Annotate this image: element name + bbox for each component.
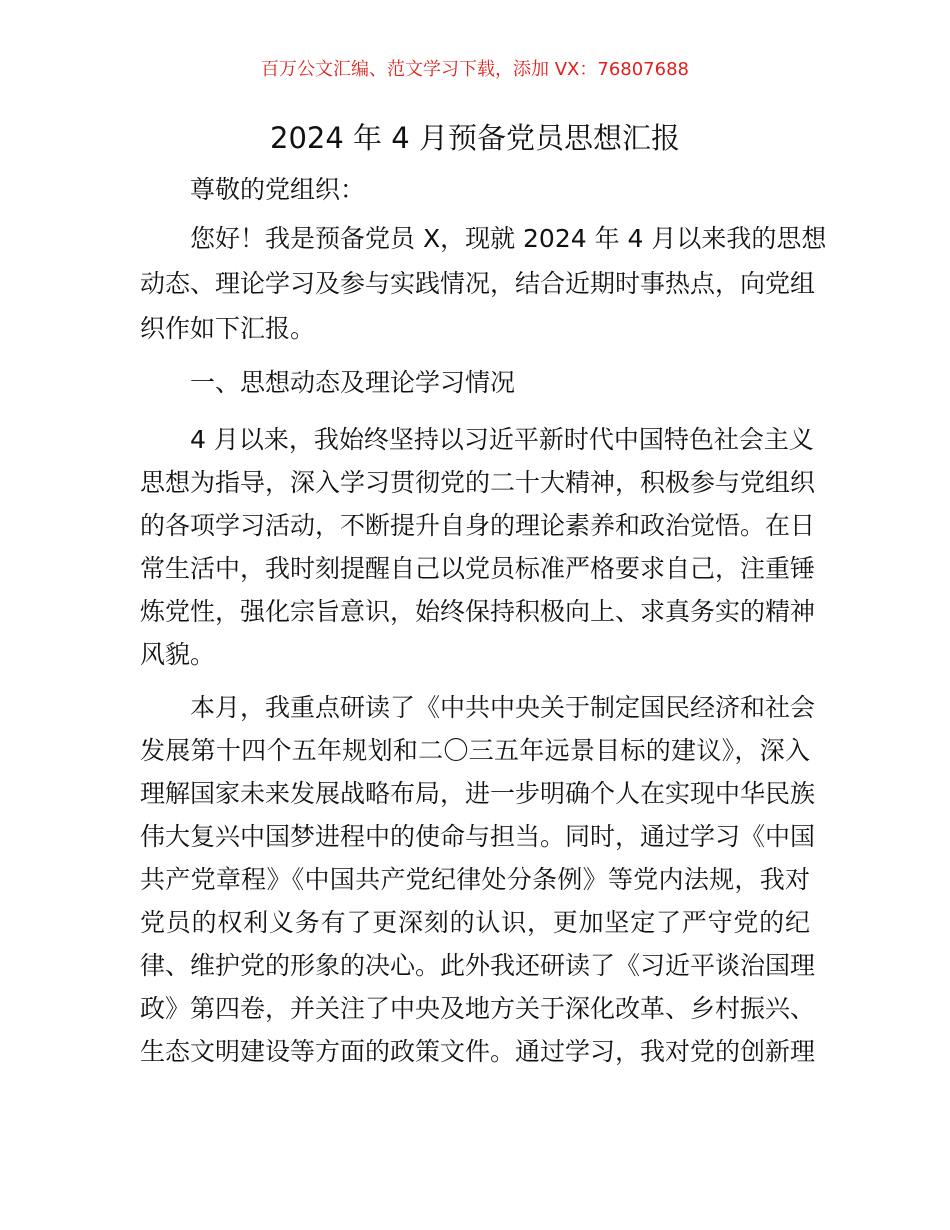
text-line: 伟大复兴中国梦进程中的使命与担当。同时，通过学习《中国 [140,822,816,851]
salutation-text: 尊敬的党组织： [190,175,366,204]
text-line: 党员的权利义务有了更深刻的认识，更加坚定了严守党的纪 [140,908,810,937]
text-line: 本月，我重点研读了《中共中央关于制定国民经济和社会 [190,693,816,722]
watermark-header: 百万公文汇编、范文学习下载，添加 VX：76807688 [261,59,689,80]
heading-text: 一、思想动态及理论学习情况 [190,368,516,397]
text-line: 4 月以来，我始终坚持以习近平新时代中国特色社会主义 [190,425,814,454]
text-line: 律、维护党的形象的决心。此外我还研读了《习近平谈治国理 [140,951,816,980]
text-line: 动态、理论学习及参与实践情况，结合近期时事热点，向党组 [140,269,816,298]
paragraph-study [140,686,816,1073]
paragraph-greeting [140,216,827,351]
text-line: 的各项学习活动，不断提升自身的理论素养和政治觉悟。在日 [140,511,816,540]
section-heading [140,361,810,404]
text-line: 政》第四卷，并关注了中央及地方关于深化改革、乡村振兴、 [140,994,816,1023]
text-line: 您好！我是预备党员 X，现就 2024 年 4 月以来我的思想 [190,224,827,253]
salutation [140,168,810,211]
paragraph-thoughts [140,418,816,676]
text-line: 思想为指导，深入学习贯彻党的二十大精神，积极参与党组织 [140,468,816,497]
text-line: 生态文明建设等方面的政策文件。通过学习，我对党的创新理 [140,1037,816,1066]
text-line: 织作如下汇报。 [140,314,316,343]
text-line: 共产党章程》《中国共产党纪律处分条例》等党内法规，我对 [140,865,810,894]
text-line: 发展第十四个五年规划和二〇三五年远景目标的建议》，深入 [140,736,810,765]
text-line: 风貌。 [140,640,216,669]
text-line: 常生活中，我时刻提醒自己以党员标准严格要求自己，注重锤 [140,554,816,583]
text-line: 炼党性，强化宗旨意识，始终保持积极向上、求真务实的精神 [140,597,816,626]
document-title: 2024 年 4 月预备党员思想汇报 [270,121,680,155]
text-line: 理解国家未来发展战略布局，进一步明确个人在实现中华民族 [140,779,816,808]
